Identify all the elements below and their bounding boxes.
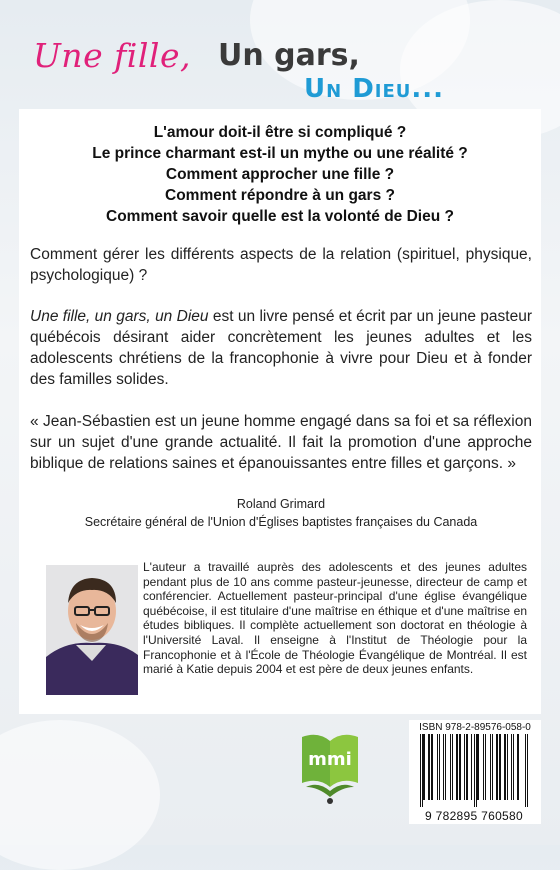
description-text: est un livre pensé et écrit par un jeune pasteur québécois désirant aider concrètement les jeunes adultes et les adolescents chrétiens de la francophonie à vivre pour Dieu et à fonder des familles solides.	[30, 308, 532, 388]
isbn-label: ISBN 978-2-89576-058-0	[419, 722, 531, 733]
intro-paragraph: Comment gérer les différents aspects de la relation (spirituel, physique, psychologique) ?	[30, 246, 532, 284]
question-line: L'amour doit-il être si compliqué ?	[153, 124, 407, 141]
barcode-number: 9 782895 760580	[425, 809, 523, 823]
question-line: Comment savoir quelle est la volonté de Dieu ?	[106, 208, 454, 225]
background-shape	[0, 720, 160, 870]
quote-author-title: Secrétaire général de l'Union d'Églises baptistes françaises du Canada	[84, 515, 478, 529]
publisher-logo	[296, 731, 364, 807]
question-line: Comment approcher une fille ?	[165, 166, 395, 183]
author-photo	[46, 565, 138, 695]
title-part-1: Une fille,	[33, 36, 191, 75]
endorsement-quote: « Jean-Sébastien est un jeune homme engagé dans sa foi et sa réflexion sur un sujet d'une grande actualité. Il fait la promotion d'une approche biblique de relations saines et épanouissantes entre filles et garçons. »	[30, 413, 532, 472]
quote-signature	[30, 495, 532, 531]
question-line: Comment répondre à un gars ?	[165, 187, 395, 204]
question-line: Le prince charmant est-il un mythe ou une réalité ?	[92, 145, 468, 162]
title-part-3: Un Dieu...	[304, 74, 445, 104]
description-paragraph	[30, 306, 532, 390]
logo-letters: mmi	[308, 749, 352, 770]
title-part-2: Un gars,	[218, 38, 360, 73]
barcode-bars	[419, 734, 531, 807]
book-title	[0, 0, 560, 110]
mmi-book-logo-icon	[296, 731, 364, 807]
quote-author-name: Roland Grimard	[236, 497, 326, 511]
author-bio: L'auteur a travaillé auprès des adolescents et des jeunes adultes pendant plus de 10 ans comme pasteur-jeunesse, directeur de camp et conférencier. Actuellement pasteur-principal d'une église évangélique québécoise, il est titulaire d'une maîtrise en éthique et d'une maîtrise en études bibliques. Il complète actuellement son doctorat en théologie à l'Université Laval. Il enseigne à l'Institut de Théologie pour la Francophonie et à l'École de Théologie Évangélique de Montréal. Il est marié à Katie depuis 2004 et est père de deux jeunes enfants.	[143, 560, 527, 677]
book-title-italic: Une fille, un gars, un Dieu	[30, 308, 209, 325]
questions-list	[19, 122, 541, 227]
